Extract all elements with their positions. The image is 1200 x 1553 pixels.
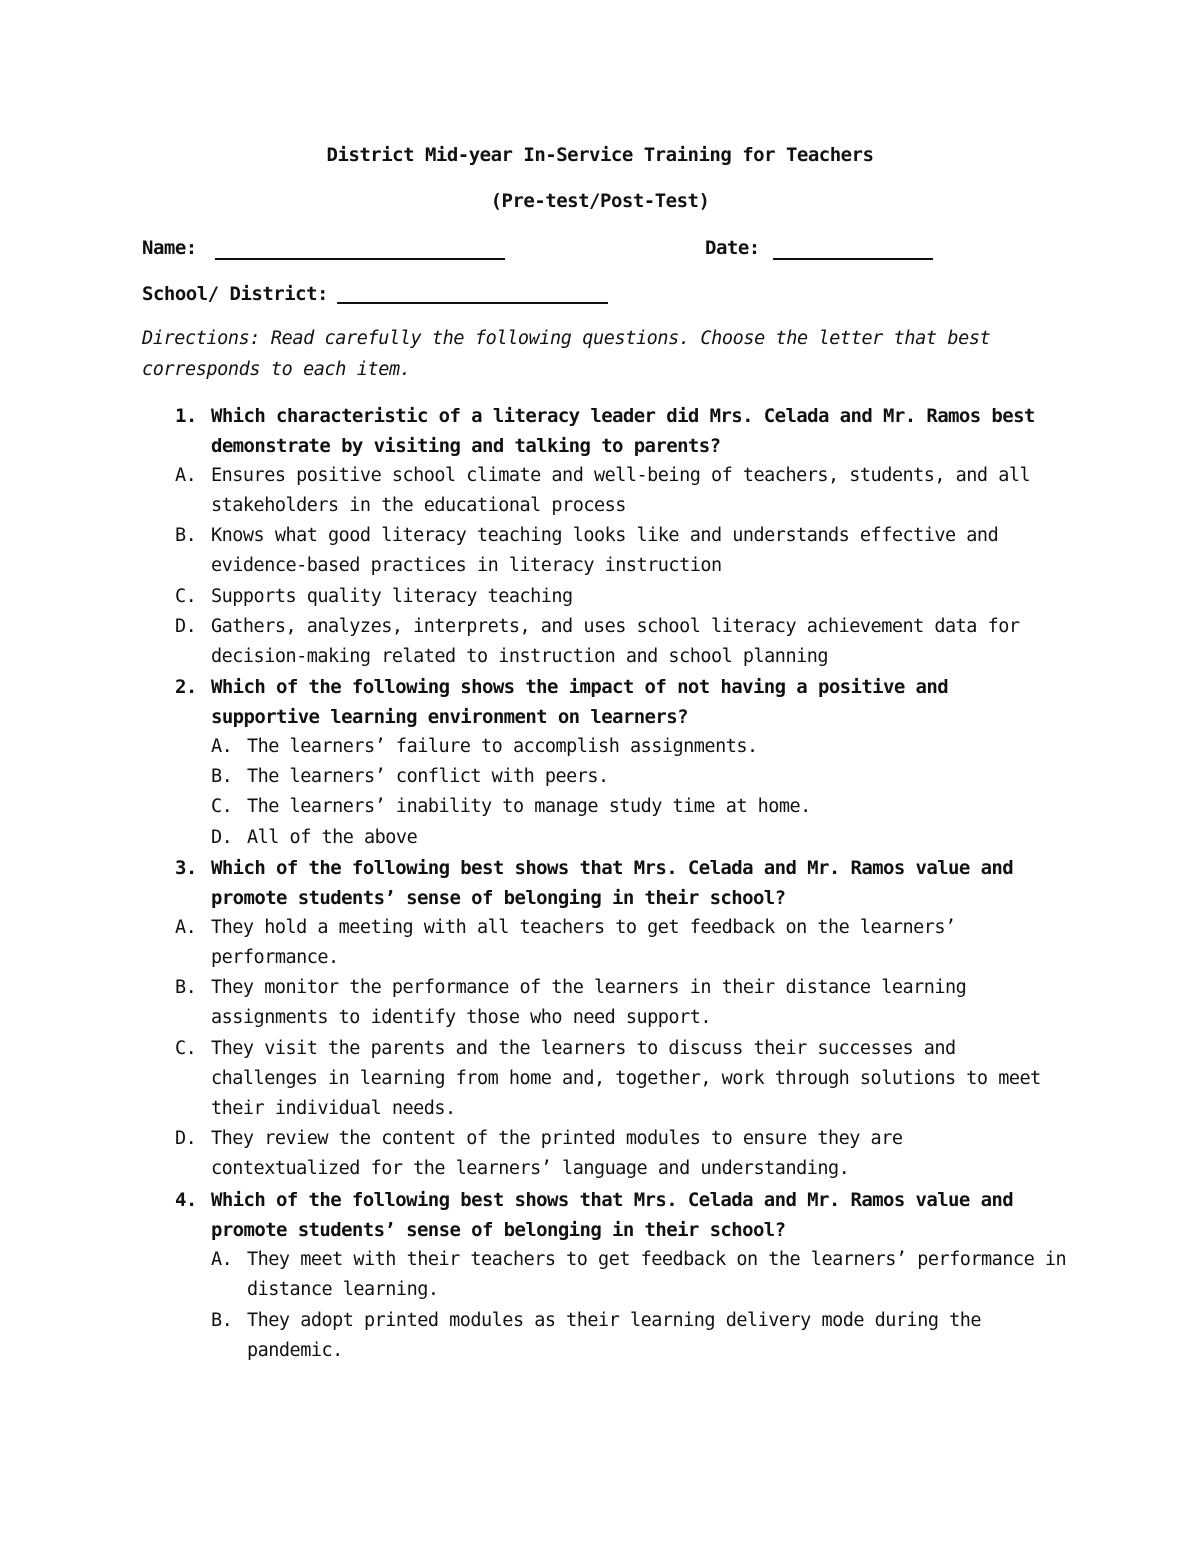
answer-option[interactable] xyxy=(211,823,1057,853)
option-letter: B. xyxy=(211,1310,233,1331)
question-text: Which of the following best shows that Mrs. Celada and Mr. Ramos value and promote students’ sense of belonging in their school? xyxy=(211,857,1014,909)
name-blank-line[interactable] xyxy=(215,258,505,260)
option-letter: B. xyxy=(175,525,197,546)
option-letter: B. xyxy=(175,977,197,998)
answer-option[interactable] xyxy=(175,461,1061,521)
question-item xyxy=(175,672,991,732)
option-letter: D. xyxy=(175,1128,197,1149)
question-text: Which of the following shows the impact of not having a positive and supportive learning environment on learners? xyxy=(211,676,949,728)
question-number: 4. xyxy=(175,1189,197,1211)
option-text: They visit the parents and the learners to discuss their successes and challenges in learning from home and, together, work through solutions to meet their individual needs. xyxy=(211,1038,1041,1119)
answer-option[interactable] xyxy=(175,521,1061,581)
option-letter: C. xyxy=(211,796,233,817)
answer-option[interactable] xyxy=(211,792,1057,822)
option-text: The learners’ failure to accomplish assignments. xyxy=(247,736,758,757)
question-number: 2. xyxy=(175,676,197,698)
option-letter: A. xyxy=(211,736,233,757)
school-district-label: School/ District: xyxy=(142,283,328,305)
answer-option[interactable] xyxy=(175,973,1011,1033)
school-district-blank-line[interactable] xyxy=(337,302,608,304)
option-letter: D. xyxy=(211,827,233,848)
option-letter: A. xyxy=(175,465,197,486)
name-label: Name: xyxy=(142,237,197,259)
option-letter: C. xyxy=(175,1038,197,1059)
option-text: Knows what good literacy teaching looks like and understands effective and evidence-based practices in literacy instruction xyxy=(211,525,999,576)
answer-option[interactable] xyxy=(211,1306,1037,1366)
question-item xyxy=(175,401,1061,461)
answer-option[interactable] xyxy=(211,732,1057,762)
option-letter: B. xyxy=(211,766,233,787)
date-label: Date: xyxy=(705,237,760,259)
directions-text: Directions: Read carefully the following questions. Choose the letter that best corresponds to each item. xyxy=(142,328,991,380)
question-text: Which of the following best shows that Mrs. Celada and Mr. Ramos value and promote students’ sense of belonging in their school? xyxy=(211,1189,1014,1241)
option-letter: D. xyxy=(175,616,197,637)
question-number: 1. xyxy=(175,405,197,427)
question-text: Which characteristic of a literacy leader did Mrs. Celada and Mr. Ramos best demonstrate by visiting and talking to parents? xyxy=(211,405,1035,457)
option-text: They adopt printed modules as their learning delivery mode during the pandemic. xyxy=(247,1310,982,1361)
option-text: They review the content of the printed modules to ensure they are contextualized for the learners’ language and understanding. xyxy=(211,1128,903,1179)
document-title: District Mid-year In-Service Training for Teachers xyxy=(326,144,874,166)
document-subtitle: (Pre-test/Post-Test) xyxy=(490,190,710,212)
answer-option[interactable] xyxy=(211,1245,1077,1305)
answer-option[interactable] xyxy=(175,1124,971,1184)
question-item xyxy=(175,853,1041,913)
option-letter: A. xyxy=(175,917,197,938)
option-text: They hold a meeting with all teachers to get feedback on the learners’ performance. xyxy=(211,917,956,968)
option-text: Gathers, analyzes, interprets, and uses school literacy achievement data for decision-making related to instruction and school planning xyxy=(211,616,1020,667)
option-text: Supports quality literacy teaching xyxy=(211,586,573,607)
option-text: They meet with their teachers to get feedback on the learners’ performance in distance learning. xyxy=(247,1249,1067,1300)
option-text: Ensures positive school climate and well-being of teachers, students, and all stakeholders in the educational process xyxy=(211,465,1031,516)
option-text: They monitor the performance of the learners in their distance learning assignments to identify those who need support. xyxy=(211,977,967,1028)
option-letter: C. xyxy=(175,586,197,607)
option-text: All of the above xyxy=(247,827,418,848)
question-item xyxy=(175,1185,1041,1245)
option-text: The learners’ inability to manage study time at home. xyxy=(247,796,811,817)
answer-option[interactable] xyxy=(175,913,1011,973)
date-blank-line[interactable] xyxy=(773,258,933,260)
question-number: 3. xyxy=(175,857,197,879)
option-text: The learners’ conflict with peers. xyxy=(247,766,609,787)
answer-option[interactable] xyxy=(175,582,1061,612)
answer-option[interactable] xyxy=(211,762,1057,792)
answer-option[interactable] xyxy=(175,1034,1071,1124)
answer-option[interactable] xyxy=(175,612,1061,672)
option-letter: A. xyxy=(211,1249,233,1270)
